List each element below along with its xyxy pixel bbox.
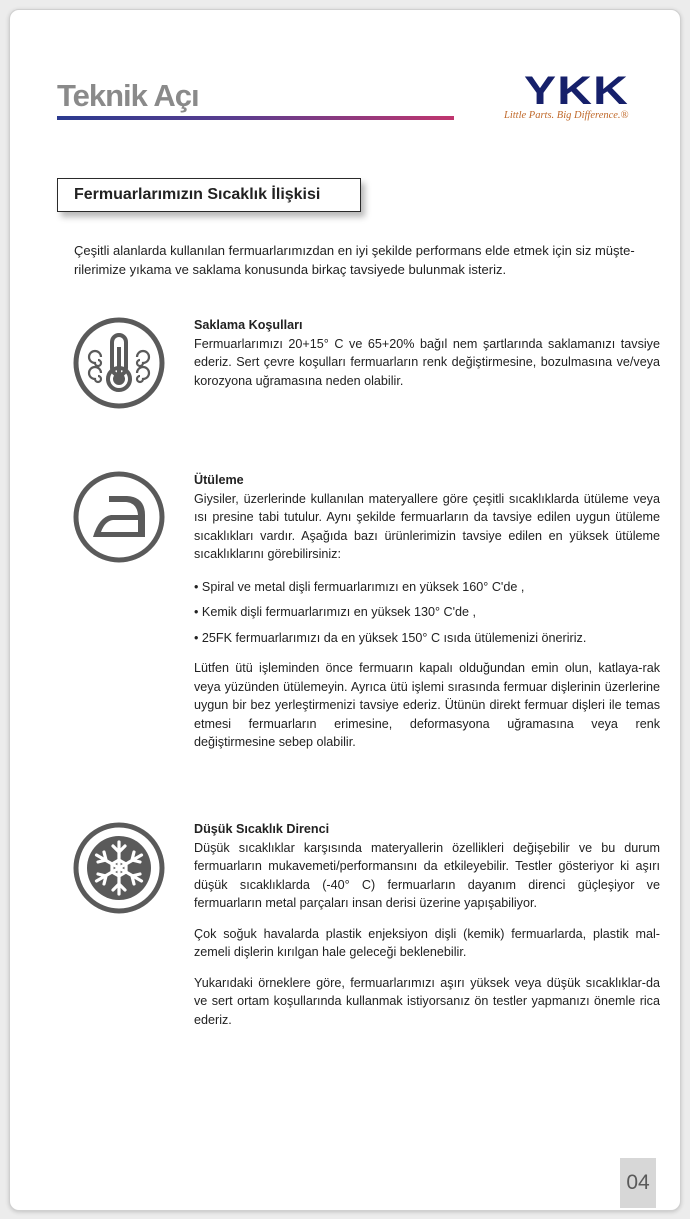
cold-heading: Düşük Sıcaklık Direnci — [194, 822, 330, 836]
storage-heading: Saklama Koşulları — [194, 318, 303, 332]
page-number: 04 — [620, 1158, 656, 1208]
storage-section — [194, 316, 660, 390]
section-title: Fermuarlarımızın Sıcaklık İlişkisi — [74, 186, 321, 203]
ironing-section — [194, 471, 660, 752]
cold-resistance-section — [194, 820, 660, 1029]
ironing-text: Giysiler, üzerlerinde kullanılan materyallere göre çeşitli sıcaklıklarda ütüleme veya ısı presine tabi tutulur. Aynı şekilde fermuarların da tavsiye edilen uygun ütüleme sıcaklıkları vardır. Aşağıda bazı ürünlerimizin tavsiye edilen en yüksek ütüleme sıcaklıklarını görebilirsiniz: — [194, 491, 660, 561]
logo-mark: YKK — [524, 69, 629, 113]
iron-icon — [71, 469, 167, 565]
ironing-heading: Ütüleme — [194, 473, 244, 487]
storage-text: Fermuarlarımızı 20+15° C ve 65+20% bağıl nem şartlarında saklamanızı tavsiye ederiz. Sert çevre koşulları fermuarların renk değiştirmesine, bozulmasına ve/veya korozyona uğramasına neden olabilir. — [194, 336, 660, 388]
snowflake-icon — [71, 820, 167, 916]
list-item: • Kemik dişli fermuarlarımızı en yüksek 130° C'de , — [194, 603, 660, 622]
list-item: • 25FK fermuarlarımızı da en yüksek 150° C ısıda ütülemenizi öneririz. — [194, 629, 660, 648]
intro-paragraph: Çeşitli alanlarda kullanılan fermuarlarımızdan en iyi şekilde performans elde etmek için siz müşte-rilerimize yıkama ve saklama konusunda birkaç tavsiyede bulunmak isteriz. — [74, 243, 635, 277]
header-gradient-rule — [57, 116, 454, 120]
page-header-title: Teknik Açı — [57, 78, 199, 113]
cold-text: Düşük sıcaklıklar karşısında materyallerin özellikleri değişebilir ve bu durum fermuarların mukavemeti/performansını da etkileyebilir. Testler gösteriyor ki aşırı düşük sıcaklıklarda (-40° C) fermuarların dayanım direnci güçleşiyor ve fermuarların metal parçaları insan derisi üzerine yapışabiliyor. — [194, 840, 660, 910]
cold-text-2: Çok soğuk havalarda plastik enjeksiyon dişli (kemik) fermuarlarda, plastik mal-zemeli dişlerin kırılgan hale geleceği beklenebilir. — [194, 926, 660, 959]
section-title-box — [57, 178, 361, 212]
logo-tagline: Little Parts. Big Difference.® — [504, 110, 629, 121]
thermometer-icon — [71, 315, 167, 411]
ironing-bullet-list — [194, 578, 660, 648]
ykk-logo — [504, 69, 654, 132]
document-page — [9, 9, 681, 1211]
list-item: • Spiral ve metal dişli fermuarlarımızı en yüksek 160° C'de , — [194, 578, 660, 597]
ironing-note: Lütfen ütü işleminden önce fermuarın kapalı olduğundan emin olun, katlaya-rak veya yüzünden ütülemeyin. Ayrıca ütü işlemi sırasında fermuar dişlerinin üzerlerine uygun bir bez yerleştirmenizi tavsiye ederiz. Ütünün direkt fermuar dişleri ile temas etmesi fermuarların erimesine, deformasyona uğramasına veya renk değiştirmesine sebep olabilir. — [194, 661, 660, 749]
cold-text-3: Yukarıdaki örneklere göre, fermuarlarımızı aşırı yüksek veya düşük sıcaklıklar-da ve sert ortam koşullarında kullanmak istiyorsanız ön testler yapmanızı önemle rica ederiz. — [194, 975, 660, 1027]
